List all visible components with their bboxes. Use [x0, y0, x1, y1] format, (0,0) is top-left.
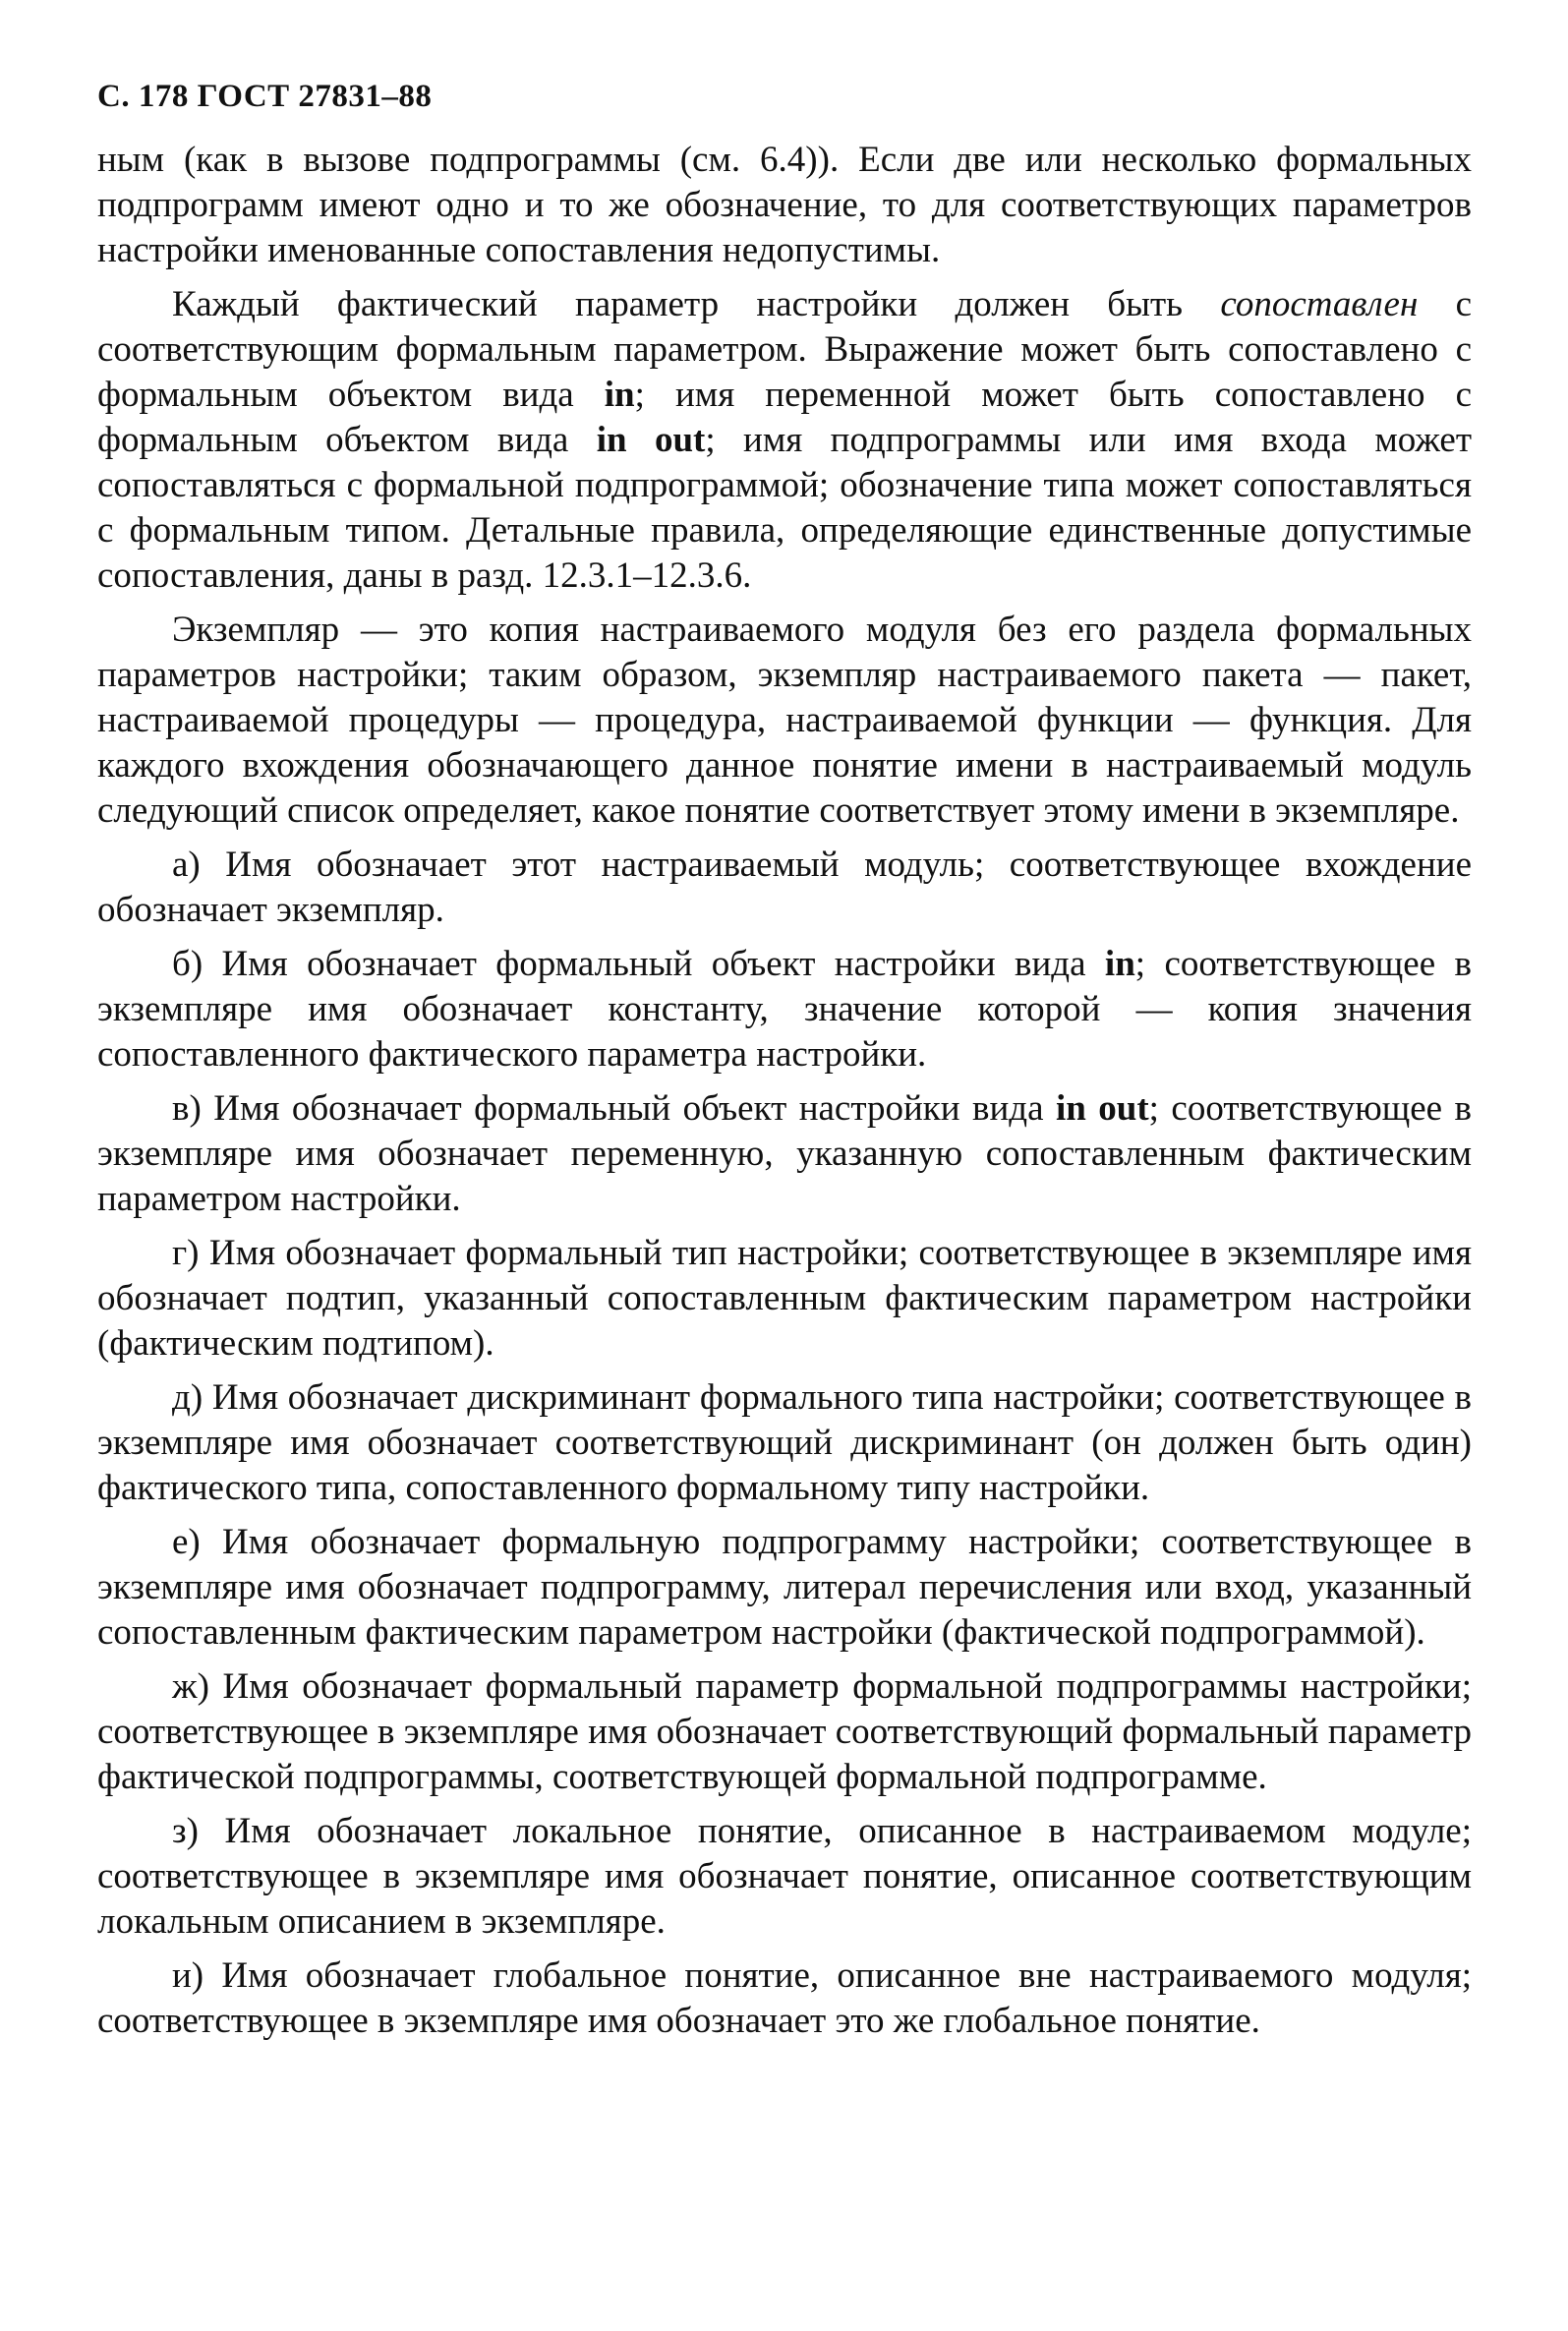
list-item-z: з) Имя обозначает локальное понятие, описанное в настраиваемом модуле; соответствующее в экземпляре имя обозначает понятие, описанное соответствующим локальным описанием в экземпляре.	[97, 1811, 1472, 1942]
list-item-zh: ж) Имя обозначает формальный параметр формальной подпрограммы настройки; соответствующее в экземпляре имя обозначает соответствующий формальный параметр фактической подпрограммы, соответствующей формальной подпрограмме.	[97, 1666, 1472, 1797]
list-item-d: д) Имя обозначает дискриминант формального типа настройки; соответствующее в экземпляре имя обозначает соответствующий дискриминант (он должен быть один) фактического типа, сопоставленного формальному типу настройки.	[97, 1377, 1472, 1508]
emphasis-term: сопоставлен	[1220, 284, 1419, 324]
running-header: С. 178 ГОСТ 27831–88	[97, 79, 433, 114]
text-run: с соответствующим формальным параметром. Выражение может быть сопоставлено с формальным объектом вида	[97, 284, 1472, 415]
paragraph-generic-parameters	[97, 282, 1472, 599]
paragraph-instance-definition: Экземпляр — это копия настраиваемого модуля без его раздела формальных параметров настройки; таким образом, экземпляр настраиваемого пакета — пакет, настраиваемой процедуры — процедура, настраиваемой функции — функция. Для каждого вхождения обозначающего данное понятие имени в настраиваемый модуль следующий список определяет, какое понятие соответствует этому имени в экземпляре.	[97, 610, 1472, 831]
list-item-v	[97, 1086, 1472, 1222]
list-item-a: а) Имя обозначает этот настраиваемый модуль; соответствующее вхождение обозначает экземпляр.	[97, 845, 1472, 930]
list-item-i: и) Имя обозначает глобальное понятие, описанное вне настраиваемого модуля; соответствующее в экземпляре имя обозначает это же глобальное понятие.	[97, 1955, 1472, 2041]
keyword-in-out: in out	[1055, 1088, 1149, 1129]
text-run: Каждый фактический параметр настройки должен быть	[172, 284, 1221, 324]
text-run: ; имя переменной может быть сопоставлено с формальным объектом вида	[97, 375, 1472, 460]
list-item-e: е) Имя обозначает формальную подпрограмму настройки; соответствующее в экземпляре имя обозначает подпрограмму, литерал перечисления или вход, указанный сопоставленным фактическим параметром настройки (фактической подпрограммой).	[97, 1522, 1472, 1653]
keyword-in: in	[604, 375, 635, 415]
text-run: ; соответствующее в экземпляре имя обозначает константу, значение которой — копия значения сопоставленного фактического параметра настройки.	[97, 944, 1472, 1075]
list-item-b	[97, 942, 1472, 1078]
text-run: ; соответствующее в экземпляре имя обозначает переменную, указанную сопоставленным фактическим параметром настройки.	[97, 1088, 1472, 1219]
document-page	[97, 77, 1472, 2053]
keyword-in-out: in out	[596, 420, 706, 460]
text-run: б) Имя обозначает формальный объект настройки вида	[172, 944, 1105, 984]
text-run: в) Имя обозначает формальный объект настройки вида	[172, 1088, 1056, 1129]
document-body	[97, 138, 1472, 2044]
keyword-in: in	[1104, 944, 1135, 984]
text-run: ; имя подпрограммы или имя входа может сопоставляться с формальной подпрограммой; обозначение типа может сопоставляться с формальным типом. Детальные правила, определяющие единственные допустимые сопоставления, даны в разд. 12.3.1–12.3.6.	[97, 420, 1472, 596]
paragraph-continuation: ным (как в вызове подпрограммы (см. 6.4)). Если две или несколько формальных подпрограмм имеют одно и то же обозначение, то для соответствующих параметров настройки именованные сопоставления недопустимы.	[97, 140, 1472, 270]
list-item-g: г) Имя обозначает формальный тип настройки; соответствующее в экземпляре имя обозначает подтип, указанный сопоставленным фактическим параметром настройки (фактическим подтипом).	[97, 1233, 1472, 1364]
